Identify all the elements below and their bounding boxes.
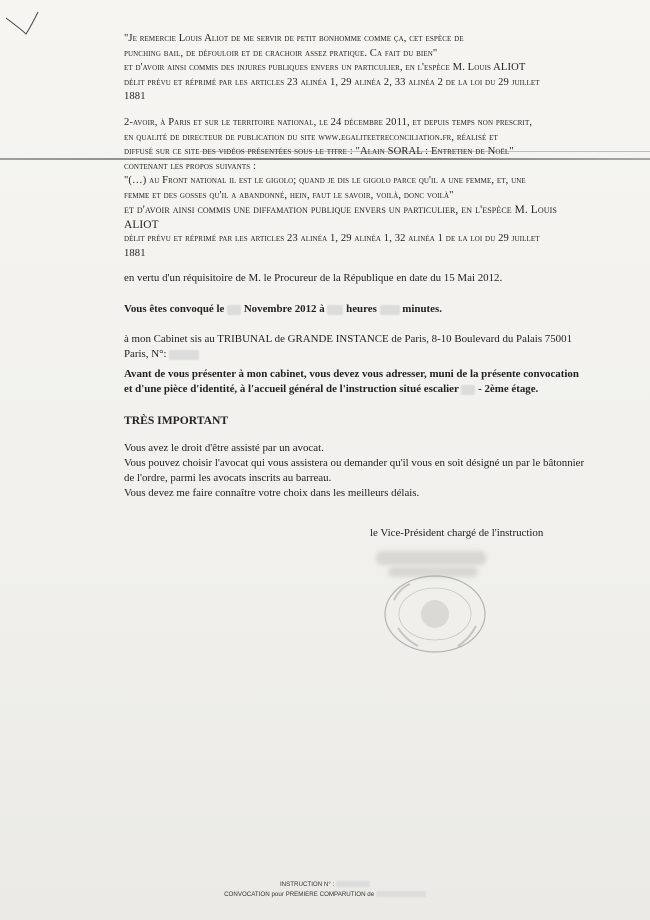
address-line: à mon Cabinet sis au TRIBUNAL de GRANDE INSTANCE de Paris, 8-10 Boulevard du Palais 75001 — [124, 333, 573, 345]
footer-instruction-label: INSTRUCTION N° : — [279, 881, 335, 888]
quote-1 — [124, 32, 624, 105]
footer-text: de — [367, 891, 375, 898]
charge-1: et d'avoir ainsi commis des injures publiques envers un particulier, en l'espèce M. Louis ALIOT — [124, 62, 526, 73]
official-stamp — [380, 570, 490, 658]
instructions-line: Avant de vous présenter à mon cabinet, vous devez vous adresser, muni de la présente convocation — [124, 368, 579, 380]
footer-line-1 — [0, 880, 650, 890]
redacted-number — [169, 350, 199, 360]
pen-mark — [4, 10, 40, 40]
redacted-signature — [376, 551, 486, 565]
address-line — [124, 347, 624, 362]
offense-2-line: délit prévu et réprimé par les articles 23 alinéa 1, 29 alinéa 1, 32 alinéa 1 de la loi du 29 juillet — [124, 233, 540, 244]
quote-2-line: "(…) au Front national il est le gigolo; quand je dis le gigolo parce qu'il a une femme, et, une — [124, 175, 526, 186]
item-2-line: diffusé sur ce site des vidéos présentées sous le titre : "Alain SORAL : Entretien de Noël" — [124, 146, 514, 157]
quote-1-line: "Je remercie Louis Aliot de me servir de petit bonhomme comme ça, cet espèce de — [124, 33, 464, 44]
paper-fold-crease — [0, 158, 650, 160]
redacted-hour — [327, 305, 343, 315]
document-footer — [0, 880, 650, 900]
quote-1-line: punching bail, de défouloir et de crachoir assez pratique. Ca fait du bien" — [124, 47, 438, 59]
rights-line: Vous avez le droit d'être assisté par un avocat. — [124, 442, 324, 454]
instructions-block — [124, 367, 624, 397]
item-2-line: en qualité de directeur de publication du site www.egaliteetreconciliation.fr, réalisé et — [124, 131, 498, 143]
offense-1-line: 1881 — [124, 91, 146, 102]
convocation-part: Novembre 2012 à — [243, 303, 325, 315]
paper-fold-shadow — [200, 151, 650, 152]
footer-line-2 — [0, 890, 650, 900]
rights-line: Vous pouvez choisir l'avocat qui vous assistera ou demander qu'il vous en soit désigné un par le bâtonnier — [124, 457, 585, 469]
redacted-instruction-number — [336, 881, 370, 887]
requisition-text: en vertu d'un réquisitoire de M. le Procureur de la République en date du 15 Mai 2012. — [124, 272, 503, 284]
address-line-text: Paris, N°: — [124, 348, 167, 360]
footer-text: pour — [271, 891, 284, 898]
convocation-part: heures — [346, 303, 377, 315]
quote-2-line: femme et des gosses qu'il a abandonné, hein, faut le savoir, voilà, donc voilà" — [124, 189, 454, 201]
convocation-part: minutes. — [402, 303, 442, 315]
convocation-line — [124, 302, 624, 317]
item-2 — [124, 116, 624, 261]
redacted-day — [227, 305, 241, 315]
redacted-staircase — [461, 385, 475, 395]
footer-text: PREMIERE COMPARUTION — [285, 891, 366, 898]
instructions-text: - 2ème étage. — [475, 383, 539, 395]
footer-text: CONVOCATION — [224, 891, 270, 898]
convocation-part: Vous êtes convoqué le — [124, 303, 225, 315]
signatory-title: le Vice-Président chargé de l'instruction — [370, 527, 544, 539]
offense-2-line: 1881 — [124, 247, 146, 259]
instructions-text: et d'une pièce d'identité, à l'accueil général de l'instruction situé escalier — [124, 383, 459, 395]
offense-1-line: délit prévu et réprimé par les articles 23 alinéa 1, 29 alinéa 2, 33 alinéa 2 de la loi du 29 juillet — [124, 76, 540, 88]
item-2-line: 2-avoir, à Paris et sur le territoire national, le 24 décembre 2011, et depuis temps non prescrit, — [124, 117, 533, 128]
rights-block — [124, 441, 624, 501]
charge-2-line: et d'avoir ainsi commis une diffamation publique envers un particulier, en l'espèce M. Louis — [124, 204, 557, 216]
address-block — [124, 332, 624, 362]
redacted-name — [376, 891, 426, 897]
rights-line: de l'ordre, parmi les avocats inscrits au barreau. — [124, 472, 332, 484]
redacted-minutes — [380, 305, 400, 315]
instructions-line — [124, 382, 624, 397]
charge-2-line: ALIOT — [124, 218, 159, 231]
rights-line: Vous devez me faire connaître votre choix dans les meilleurs délais. — [124, 487, 420, 499]
important-heading: TRÈS IMPORTANT — [124, 414, 229, 427]
item-2-line: contenant les propos suivants : — [124, 160, 257, 172]
